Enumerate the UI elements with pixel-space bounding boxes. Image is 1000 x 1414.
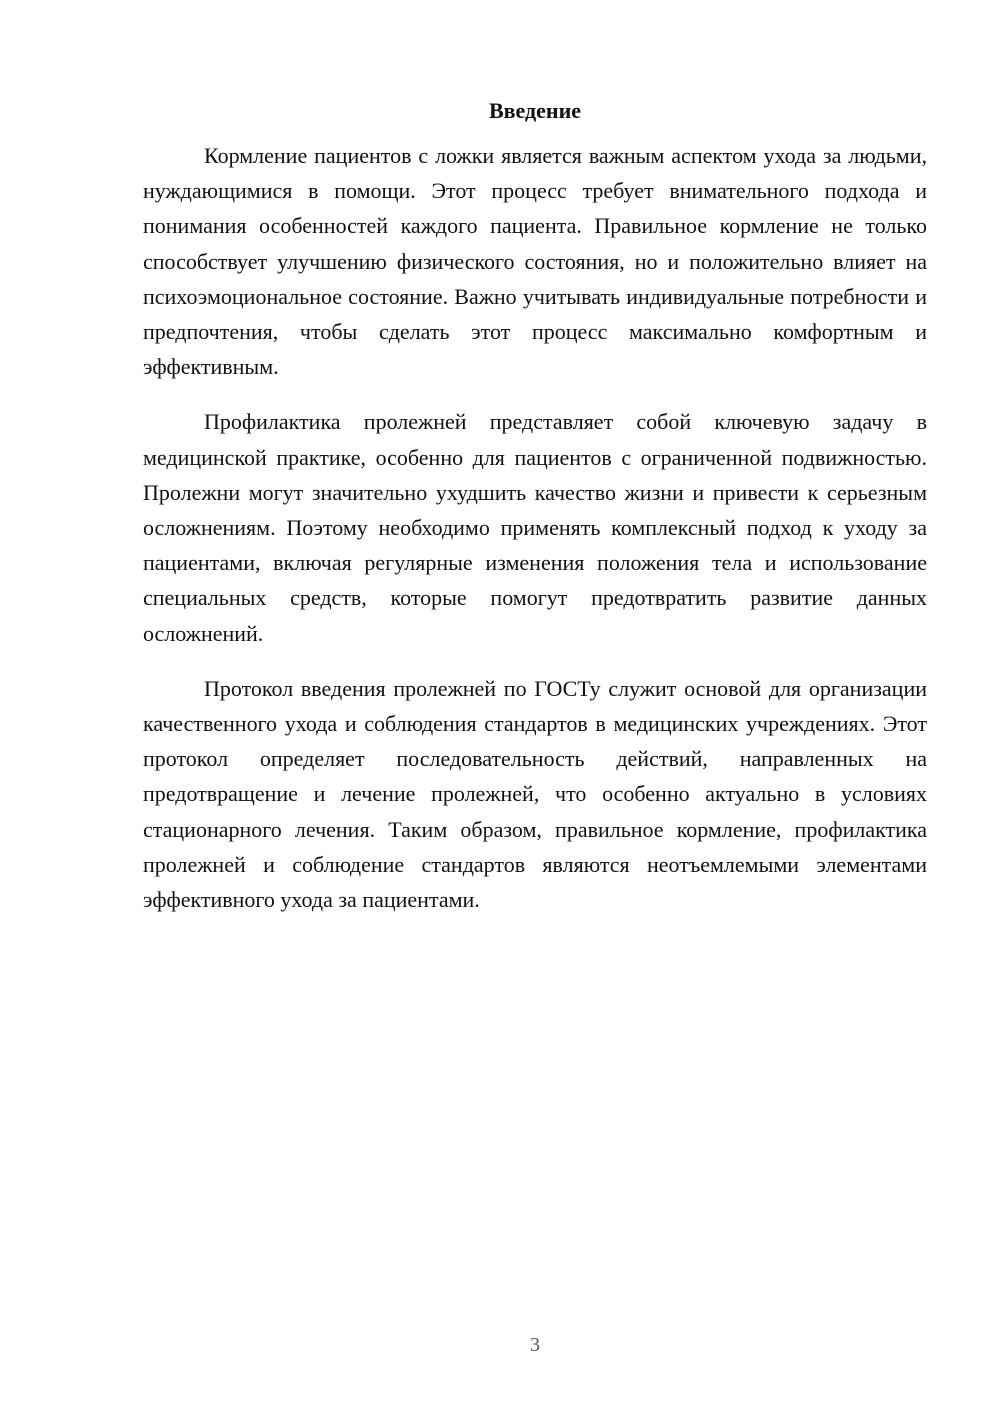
page-number: 3	[530, 1334, 540, 1356]
paragraph-feeding: Кормление пациентов с ложки является важным аспектом ухода за людьми, нуждающимися в помощи. Этот процесс требует внимательного подхода и понимания особенностей каждого пациента. Правильное кормление не только способствует улучшению физического состояния, но и положительно влияет на психоэмоциональное состояние. Важно учитывать индивидуальные потребности и предпочтения, чтобы сделать этот процесс максимально комфортным и эффективным.	[143, 143, 927, 380]
section-title: Введение	[488, 98, 582, 123]
paragraph-protocol: Протокол введения пролежней по ГОСТу служит основой для организации качественного ухода и соблюдения стандартов в медицинских учреждениях. Этот протокол определяет последовательность действий, направленных на предотвращение и лечение пролежней, что особенно актуально в условиях стационарного лечения. Таким образом, правильное кормление, профилактика пролежней и соблюдение стандартов являются неотъемлемыми элементами эффективного ухода за пациентами.	[143, 675, 927, 913]
page-content	[143, 96, 927, 937]
paragraph-bedsore-prevention: Профилактика пролежней представляет собой ключевую задачу в медицинской практике, особенно для пациентов с ограниченной подвижностью. Пролежни могут значительно ухудшить качество жизни и привести к серьезным осложнениям. Поэтому необходимо применять комплексный подход к уходу за пациентами, включая регулярные изменения положения тела и использование специальных средств, которые помогут предотвратить развитие данных осложнений.	[143, 409, 927, 646]
